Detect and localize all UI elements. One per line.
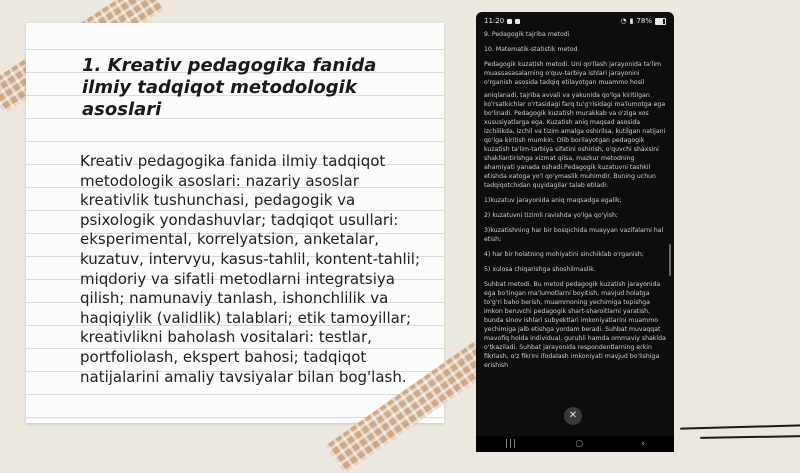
list-item: 10. Matematik-statistik metod [484, 46, 578, 53]
list-item: 5) xulosa chiqarishga shoshilmaslik. [484, 266, 596, 273]
signal-icon: ▮ [629, 17, 634, 25]
list-item: 4) har bir holatning mohiyatini sinchiklab o'rganish; [484, 251, 644, 258]
app-notification-icon [515, 19, 520, 24]
back-icon[interactable]: ‹ [641, 439, 645, 449]
home-icon[interactable]: ○ [575, 439, 584, 449]
close-icon[interactable]: ✕ [564, 407, 582, 425]
slide-title: 1. Kreativ pedagogika fanida ilmiy tadqiqot metodologik asoslari [82, 55, 377, 120]
notification-icon [507, 19, 512, 24]
phone-document-text[interactable] [476, 30, 674, 370]
wifi-icon: ◔ [620, 17, 627, 25]
phone-screenshot [476, 12, 674, 452]
scrollbar[interactable] [669, 244, 671, 276]
list-item: 3)kuzatishning har bir bosqichida muayyan vazifalarni hal etish; [484, 227, 664, 243]
paragraph: aniqlanadi, tajriba avvali va yakunida qo'lga kiritilgan ko'rsatkichlar o'rtasidagi farq tu'g'risidagi ma'lumotga ega bo'linadi. Pedagogik kuzatish murakkab va o'ziga xos xususiyatlarga ega. Kuzatish aniq maqsad asosida izchilikda, izchil va tizim amalga oshirilsa, kutilgan natijani qo'lga kiritish mumkin. Olib borilayotgan pedagogik kuzatish ta'lim-tarbiya sifatini oshirish, o'quvchi shaxsini shakllantirishga xizmat qilsa, mazkur metodning ahamiyati yanada oshadi.Pedagogik kuzatuvni tashkil etishda xatoga yo'l qo'ymaslik muhimdir. Buning uchun tadqiqotchidan quyidagilar talab etiladi: [484, 92, 666, 189]
pen-stroke [680, 424, 800, 429]
status-time: 11:20 [484, 17, 505, 25]
pen-stroke [700, 435, 800, 439]
paragraph: Pedagogik kuzatish metodi. Uni qo'llash jarayonida ta'lim muassasasalarning o'quv-tarbiya ishlari jarayonini o'rganish asosida tadqiq etilayotgan muammo hosil [484, 61, 662, 86]
slide-body: Kreativ pedagogika fanida ilmiy tadqiqot metodologik asoslari: nazariy asoslar kreativlik tushunchasi, pedagogik va psixologik yondashuvlar; tadqiqot usullari: eksperimental, korrelyatsion, anketalar, kuzatuv, intervyu, kasus-tahlil, kontent-tahlil; miqdoriy va sifatli metodlarni integratsiya qilish; namunaviy tanlash, ishonchlilik va haqiqiylik (validlik) talablari; etik tamoyillar; kreativlikni baholash vositalari: testlar, portfoliolash, ekspert bahosi; tadqiqot natijalarini amaliy tavsiyalar bilan bog'lash. [80, 152, 421, 386]
battery-level: 78% [636, 17, 652, 25]
phone-status-bar [476, 12, 674, 30]
list-item: 1)kuzatuv jarayonida aniq maqsadga egalik; [484, 197, 622, 204]
list-item: 9. Pedagogik tajriba metodi [484, 31, 570, 38]
battery-icon [655, 18, 666, 25]
list-item: 2) kuzatuvni tizimli ravishda yo'lga qo'yish; [484, 212, 618, 219]
recents-icon[interactable]: ||| [505, 439, 518, 449]
paragraph: Suhbat metodi. Bu metod pedagogik kuzatish jarayonida ega bo'lingan ma'lumotlarni boyitish, mavjud holatga to'g'ri baho berish, muammoning yechimiga topishga imkon beruvchi pedagogik shart-sharoitlarni yaratish, bunda sinov ishlari subyektlari imkoniyatlarini muammo yechimiga jalb etishga yordam beradi. Suhbat muvaqqat mavofiq holda individual, guruhli hamda ommaviy shaklda o'tkaziladi. Suhbat jarayonida respondentlarning erkin fikrlash, o'z fikrini ifodalash imkoniyati mavjud bo'lishiga erishish [484, 281, 666, 369]
